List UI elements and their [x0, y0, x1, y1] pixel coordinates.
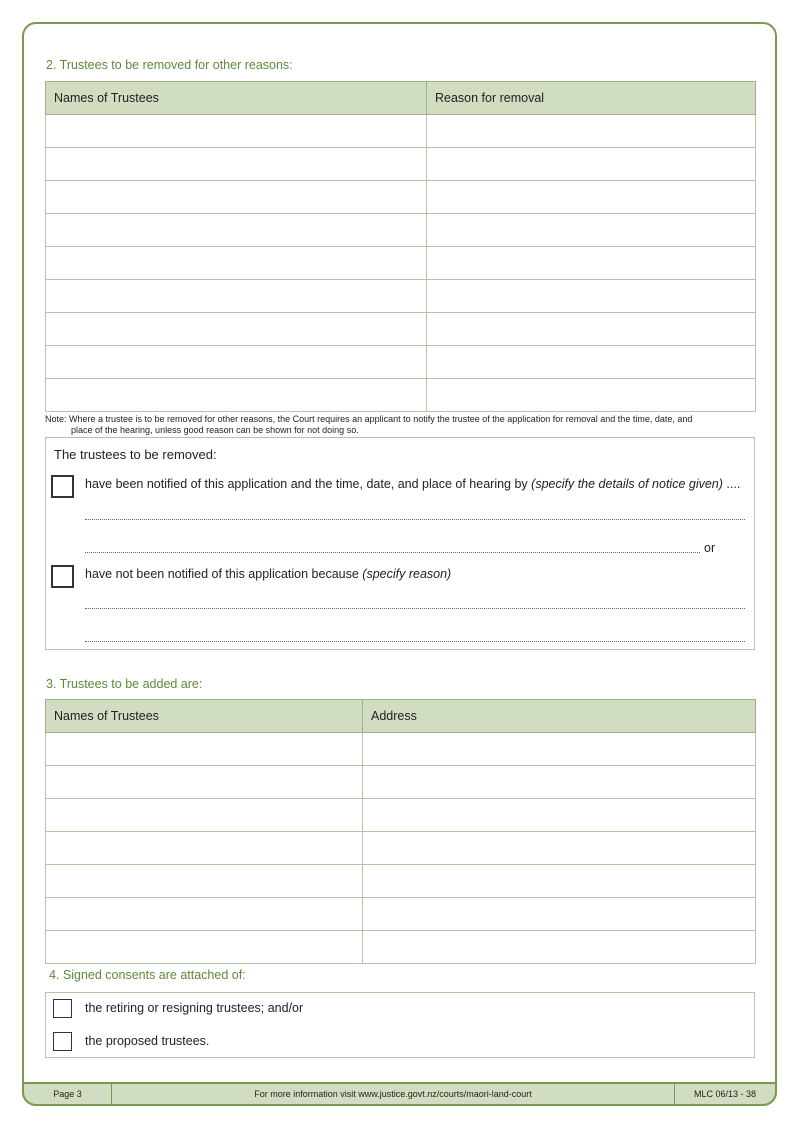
- notified-label: have been notified of this application and the time, date, and place of hearing by (specify the details of notice given) ....: [85, 477, 741, 491]
- table-row: [46, 115, 756, 148]
- table-cell[interactable]: [427, 181, 756, 214]
- table-cell[interactable]: [427, 280, 756, 313]
- table-cell[interactable]: [46, 313, 427, 346]
- table-cell[interactable]: [363, 865, 756, 898]
- page-number: Page 3: [24, 1084, 112, 1104]
- table-cell[interactable]: [427, 148, 756, 181]
- proposed-trustees-checkbox[interactable]: [53, 1032, 72, 1051]
- form-code: MLC 06/13 - 38: [693, 1089, 757, 1099]
- table-cell[interactable]: [363, 898, 756, 931]
- section-2-title: 2. Trustees to be removed for other reasons:: [46, 58, 293, 72]
- table-cell[interactable]: [46, 280, 427, 313]
- not-notified-checkbox[interactable]: [51, 565, 74, 588]
- table-cell[interactable]: [46, 214, 427, 247]
- retiring-trustees-checkbox[interactable]: [53, 999, 72, 1018]
- table-cell[interactable]: [46, 115, 427, 148]
- table-cell[interactable]: [427, 247, 756, 280]
- notice-details-line-2[interactable]: [85, 552, 700, 553]
- table-cell[interactable]: [363, 931, 756, 964]
- table-row: [46, 931, 756, 964]
- table-cell[interactable]: [46, 799, 363, 832]
- table-row: [46, 346, 756, 379]
- table-cell[interactable]: [46, 766, 363, 799]
- reason-line-1[interactable]: [85, 608, 745, 609]
- table-cell[interactable]: [363, 733, 756, 766]
- col-names-header: Names of Trustees: [46, 82, 427, 115]
- notice-details-line-1[interactable]: [85, 519, 745, 520]
- note-text: Note: Where a trustee is to be removed for other reasons, the Court requires an applicant to notify the trustee of the application for removal and the time, date, and place of the hearing, unless good reason can be shown for not doing so.: [45, 414, 693, 435]
- notified-checkbox[interactable]: [51, 475, 74, 498]
- table-cell[interactable]: [46, 931, 363, 964]
- table-row: [46, 766, 756, 799]
- table-cell[interactable]: [46, 865, 363, 898]
- trustees-added-table: [45, 699, 756, 964]
- table-cell[interactable]: [46, 148, 427, 181]
- table-cell[interactable]: [363, 832, 756, 865]
- table-cell[interactable]: [363, 766, 756, 799]
- table-row: [46, 865, 756, 898]
- table-row: [46, 181, 756, 214]
- table-cell[interactable]: [427, 313, 756, 346]
- table-cell[interactable]: [46, 181, 427, 214]
- table-cell[interactable]: [46, 898, 363, 931]
- table-cell[interactable]: [46, 733, 363, 766]
- section-4-title: 4. Signed consents are attached of:: [49, 968, 246, 982]
- table-row: [46, 247, 756, 280]
- not-notified-label: have not been notified of this application because (specify reason): [85, 567, 452, 581]
- table-cell[interactable]: [46, 247, 427, 280]
- trustees-removed-table: [45, 81, 756, 412]
- table-cell[interactable]: [363, 799, 756, 832]
- table-cell[interactable]: [46, 832, 363, 865]
- table-row: [46, 280, 756, 313]
- table-cell[interactable]: [427, 379, 756, 412]
- notice-heading: The trustees to be removed:: [54, 447, 217, 462]
- table-cell[interactable]: [46, 379, 427, 412]
- table-cell[interactable]: [427, 214, 756, 247]
- col-names-header: Names of Trustees: [46, 700, 363, 733]
- section-3-title: 3. Trustees to be added are:: [46, 677, 203, 691]
- table-cell[interactable]: [427, 115, 756, 148]
- page-footer: [22, 1082, 777, 1106]
- table-row: [46, 898, 756, 931]
- table-row: [46, 148, 756, 181]
- table-row: [46, 733, 756, 766]
- footer-info: For more information visit www.justice.govt.nz/courts/maori-land-court: [112, 1084, 675, 1104]
- table-row: [46, 832, 756, 865]
- table-cell[interactable]: [427, 346, 756, 379]
- table-row: [46, 799, 756, 832]
- reason-line-2[interactable]: [85, 641, 745, 642]
- retiring-trustees-label: the retiring or resigning trustees; and/or: [85, 1001, 304, 1015]
- col-address-header: Address: [363, 700, 756, 733]
- table-row: [46, 214, 756, 247]
- or-text: or: [704, 541, 716, 555]
- table-row: [46, 313, 756, 346]
- col-reason-header: Reason for removal: [427, 82, 756, 115]
- table-row: [46, 379, 756, 412]
- notice-box: [45, 437, 755, 650]
- proposed-trustees-label: the proposed trustees.: [85, 1034, 210, 1048]
- table-cell[interactable]: [46, 346, 427, 379]
